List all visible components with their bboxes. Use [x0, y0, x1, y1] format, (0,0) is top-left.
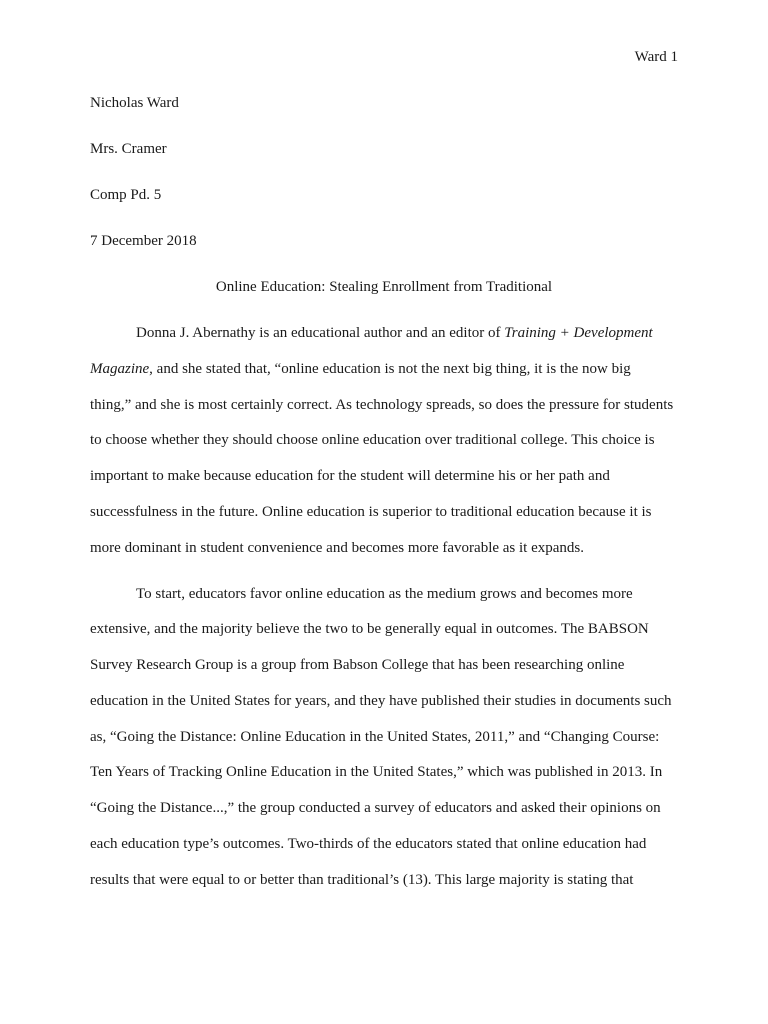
paragraph-2-line-2: extensive, and the majority believe the two to be generally equal in outcomes. The BABSON [90, 621, 649, 637]
instructor-name: Mrs. Cramer [90, 141, 167, 157]
document-date: 7 December 2018 [90, 233, 197, 249]
course-name: Comp Pd. 5 [90, 187, 162, 203]
paragraph-2-line-8: each education type’s outcomes. Two-thirds of the educators stated that online education had [90, 836, 647, 852]
paragraph-2-line-6: Ten Years of Tracking Online Education in the United States,” which was published in 2013. In [90, 764, 663, 780]
paragraph-1-line-4: to choose whether they should choose online education over traditional college. This choice is [90, 432, 655, 448]
paragraph-2-line-4: education in the United States for years, and they have published their studies in documents such [90, 693, 672, 709]
paragraph-1-line-1 [136, 323, 653, 343]
paragraph-2-line-9: results that were equal to or better than traditional’s (13). This large majority is stating that [90, 872, 634, 888]
essay-title: Online Education: Stealing Enrollment from Traditional [215, 279, 553, 295]
paragraph-2-line-7: “Going the Distance...,” the group conducted a survey of educators and asked their opinions on [90, 800, 661, 816]
paragraph-1-line-2-text: , and she stated that, “online education is not the next big thing, it is the now big [149, 361, 631, 377]
paragraph-2-line-3: Survey Research Group is a group from Babson College that has been researching online [90, 657, 625, 673]
paragraph-2-line-5: as, “Going the Distance: Online Education in the United States, 2011,” and “Changing Course: [90, 729, 660, 745]
magazine-title-part-1: Training + Development [504, 325, 653, 341]
paragraph-1-line-3: thing,” and she is most certainly correct. As technology spreads, so does the pressure for students [90, 397, 674, 413]
running-head: Ward 1 [634, 49, 678, 65]
paragraph-1-line-7: more dominant in student convenience and becomes more favorable as it expands. [90, 540, 585, 556]
magazine-title-part-2: Magazine [90, 361, 150, 377]
paragraph-1-line-6: successfulness in the future. Online education is superior to traditional education because it is [90, 504, 652, 520]
paragraph-1-line-2 [90, 359, 631, 379]
paragraph-1-line-1-text: Donna J. Abernathy is an educational author and an editor of [136, 325, 505, 341]
paragraph-2-line-1: To start, educators favor online education as the medium grows and becomes more [136, 586, 633, 602]
paragraph-1-line-5: important to make because education for the student will determine his or her path and [90, 468, 610, 484]
author-name: Nicholas Ward [90, 95, 179, 111]
